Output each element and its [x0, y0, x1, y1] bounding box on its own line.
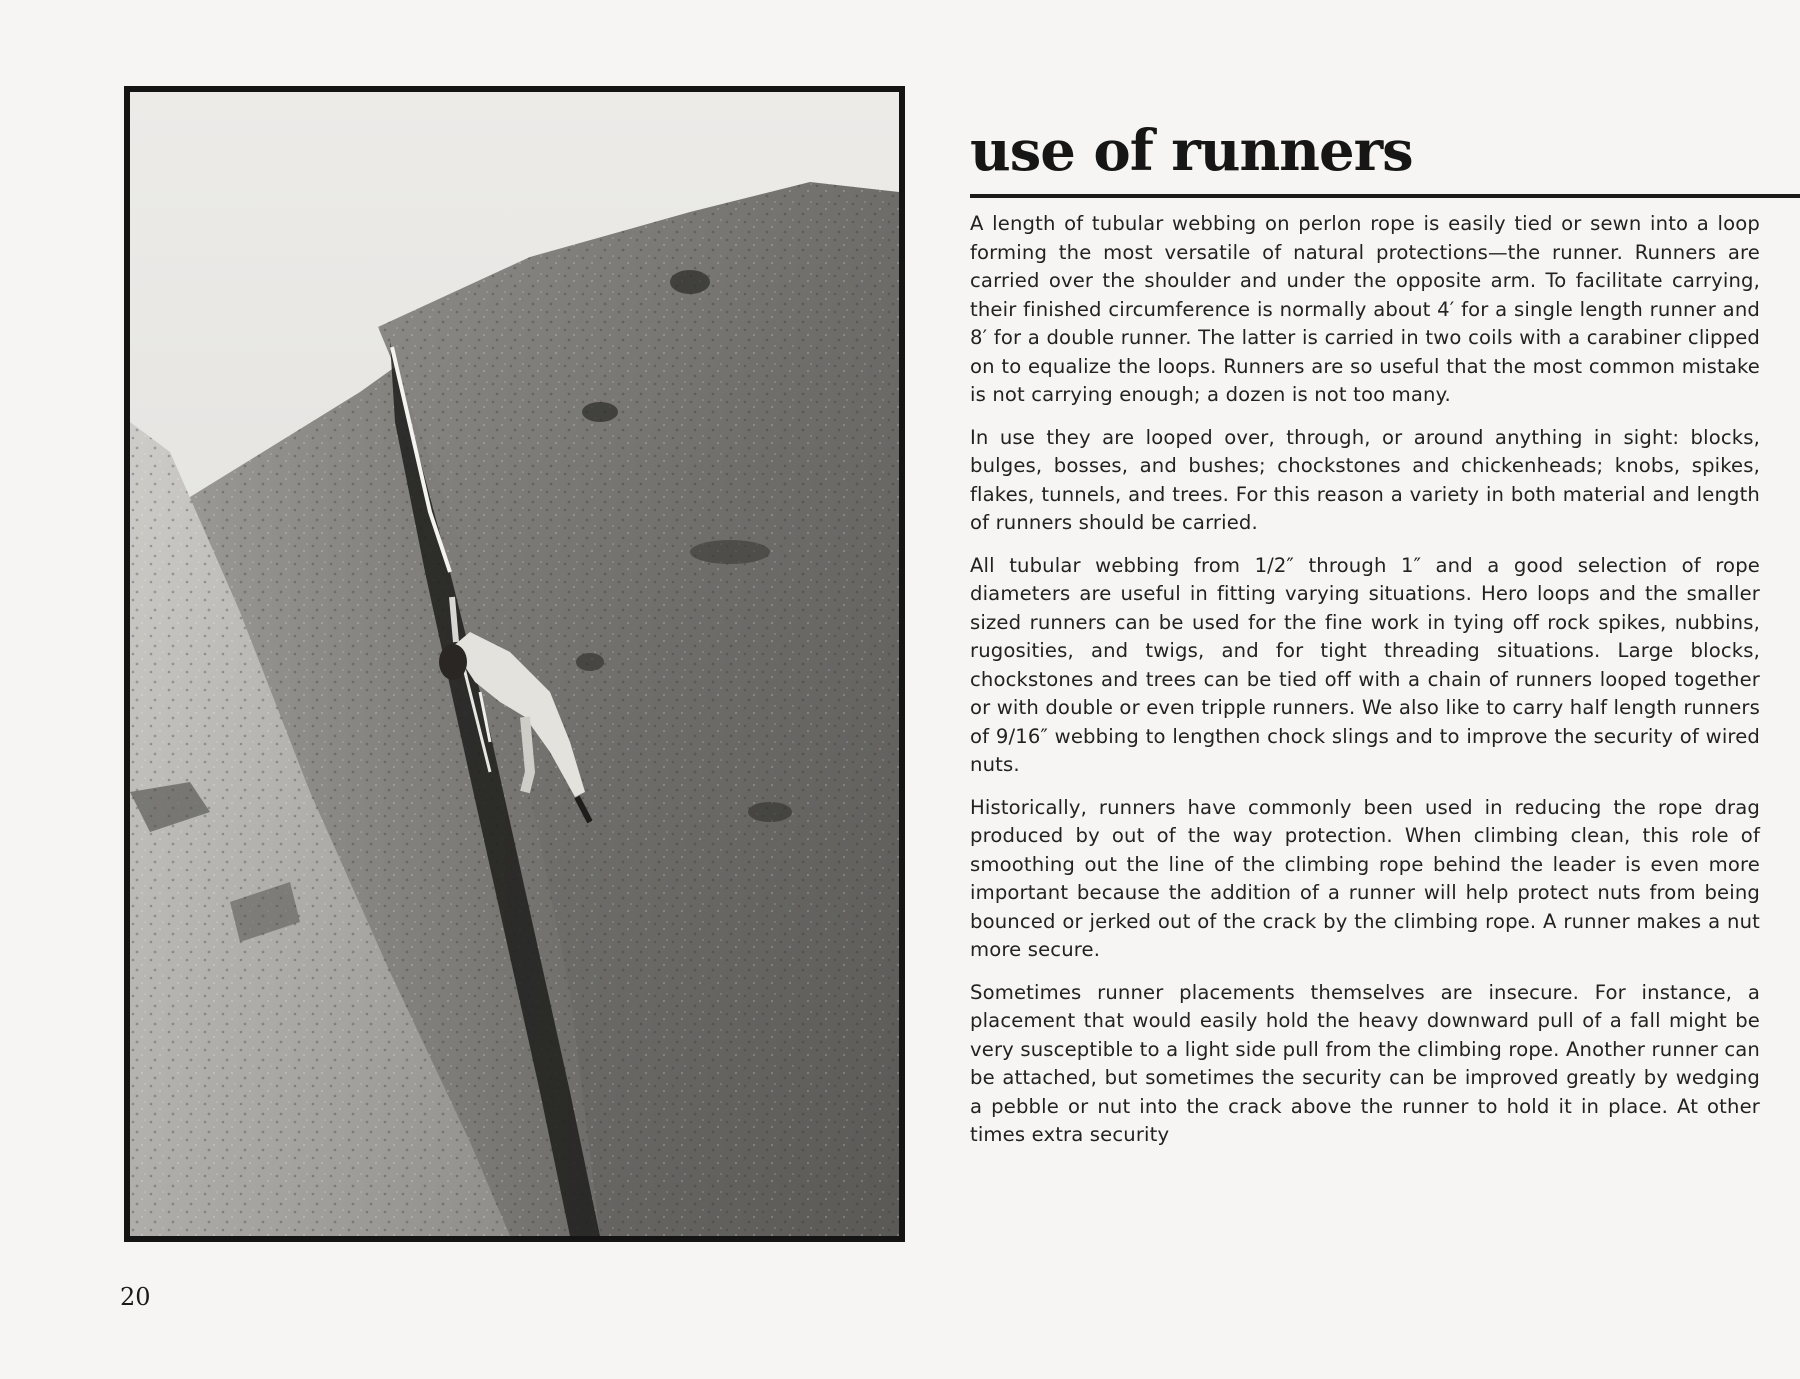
climbing-photo — [124, 86, 905, 1242]
paragraph: A length of tubular webbing on perlon rope is easily tied or sewn into a loop forming the most versatile of natural protections—the runner. Runners are carried over the shoulder and under the opposite arm. To facilitate carrying, their finished circumference is normally about 4′ for a single length runner and 8′ for a double runner. The latter is carried in two coils with a carabiner clipped on to equalize the loops. Runners are so useful that the most common mistake is not carrying enough; a dozen is not too many. — [970, 212, 1760, 406]
paragraph: All tubular webbing from 1/2″ through 1″ and a good selection of rope diameters are useful in fitting varying situations. Hero loops and the smaller sized runners can be used for the fine work in tying off rock spikes, nubbins, rugosities, and twigs, and for tight threading situations. Large blocks, chockstones and trees can be tied off with a chain of runners looped together or with double or even tripple runners. We also like to carry half length runners of 9/16″ webbing to lengthen chock slings and to improve the security of wired nuts. — [970, 553, 1760, 776]
paragraph: Sometimes runner placements themselves are insecure. For instance, a placement that would easily hold the heavy downward pull of a fall might be very susceptible to a light side pull from the climbing rope. Another runner can be attached, but sometimes the security can be improved greatly by wedging a pebble or nut into the crack above the runner to hold it in place. At other times extra security — [970, 980, 1760, 1146]
page-title: use of runners — [970, 118, 1413, 184]
body-text — [970, 210, 1760, 1164]
paragraph: In use they are looped over, through, or around anything in sight: blocks, bulges, bosses, and bushes; chockstones and chickenheads; knobs, spikes, flakes, tunnels, and trees. For this reason a variety in both material and length of runners should be carried. — [970, 425, 1760, 534]
paragraph: Historically, runners have commonly been used in reducing the rope drag produced by out of the way protection. When climbing clean, this role of smoothing out the line of the climbing rope behind the leader is even more important because the addition of a runner will help protect nuts from being bounced or jerked out of the crack by the climbing rope. A runner makes a nut more secure. — [970, 795, 1760, 961]
title-rule — [970, 194, 1800, 198]
page-number: 20 — [120, 1283, 151, 1311]
climber-photo-icon — [130, 92, 899, 1236]
